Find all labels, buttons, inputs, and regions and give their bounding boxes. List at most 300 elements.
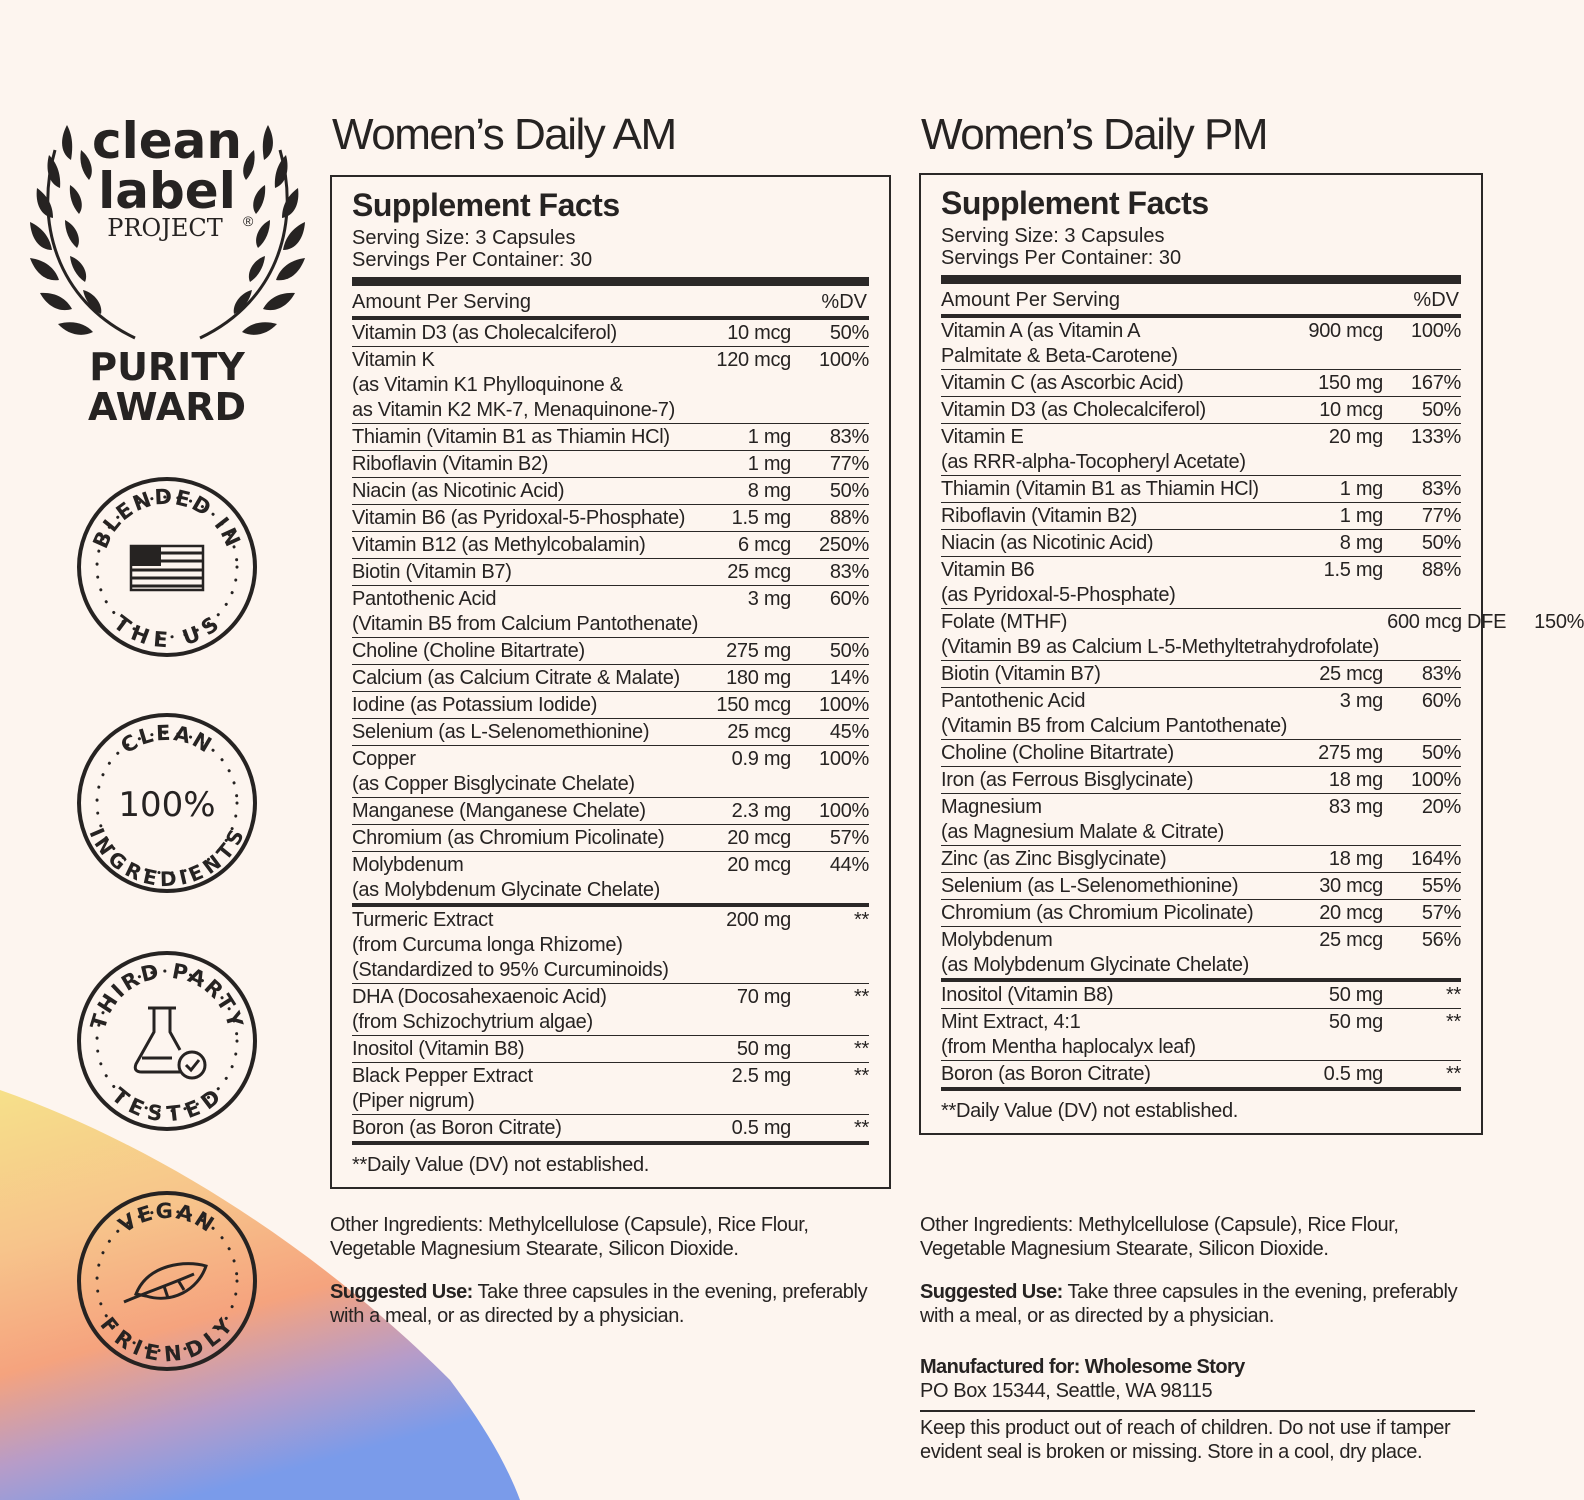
clean-label-award-badge — [15, 110, 320, 430]
am-extract-row — [352, 907, 869, 984]
nutrient-amount: 0.9 mg — [731, 748, 791, 770]
nutrient-label: Vitamin K — [352, 349, 435, 371]
nutrient-daily-value: 100% — [819, 748, 869, 770]
nutrient-name — [352, 348, 708, 423]
nutrient-daily-value: 250% — [819, 534, 869, 556]
pm-other-ingredients-line-1: Other Ingredients: Methylcellulose (Capsule), Rice Flour, — [920, 1214, 1399, 1236]
am-other-ingredients-line-2: Vegetable Magnesium Stearate, Silicon Dioxide. — [330, 1238, 739, 1260]
pm-product-title: Women’s Daily PM — [921, 110, 1268, 159]
am-product-title: Women’s Daily AM — [332, 110, 676, 159]
nutrient-label: Boron (as Boron Citrate) — [352, 1117, 562, 1139]
manufacturer-info — [920, 1355, 1245, 1403]
nutrient-label: Vitamin B6 — [941, 559, 1035, 581]
nutrient-amount: 1 mg — [747, 453, 791, 475]
nutrient-amount: 3 mg — [747, 588, 791, 610]
nutrient-label: Magnesium — [941, 796, 1042, 818]
nutrient-daily-value: 50% — [829, 480, 869, 502]
badge-3-bottom-text: TESTED — [107, 1083, 227, 1127]
nutrient-daily-value: 14% — [829, 667, 869, 689]
purity-award-line-2: AWARD — [87, 385, 247, 429]
nutrient-label: DHA (Docosahexaenoic Acid) — [352, 986, 607, 1008]
nutrient-name — [352, 506, 724, 531]
manufactured-for: Manufactured for: Wholesome Story — [920, 1356, 1245, 1378]
nutrient-amount: 20 mcg — [1319, 902, 1383, 924]
pm-facts-heading: Supplement Facts — [941, 185, 1209, 221]
manufacturer-address: PO Box 15344, Seattle, WA 98115 — [920, 1380, 1213, 1402]
am-nutrient-row — [352, 586, 869, 638]
nutrient-name — [941, 1010, 1321, 1060]
nutrient-source: (Piper nigrum) — [352, 1090, 475, 1112]
nutrient-label: Molybdenum — [352, 854, 464, 876]
nutrient-label: Vitamin C (as Ascorbic Acid) — [941, 372, 1184, 394]
nutrient-daily-value: 83% — [1421, 478, 1461, 500]
svg-text:FRIENDLY — [96, 1313, 239, 1367]
am-suggested-use-label: Suggested Use: — [330, 1281, 473, 1303]
nutrient-daily-value: 83% — [1421, 663, 1461, 685]
nutrient-amount: 10 mcg — [1319, 399, 1383, 421]
nutrient-amount: 2.3 mg — [731, 800, 791, 822]
nutrient-label: Iodine (as Potassium Iodide) — [352, 694, 598, 716]
nutrient-daily-value: 100% — [1411, 320, 1461, 342]
nutrient-amount: 20 mcg — [727, 827, 791, 849]
pm-nutrient-row — [941, 767, 1461, 794]
nutrient-source: Palmitate & Beta-Carotene) — [941, 345, 1178, 367]
pm-nutrient-row — [941, 794, 1461, 846]
nutrient-name — [941, 319, 1300, 369]
nutrient-daily-value: ** — [854, 909, 869, 931]
nutrient-amount: 1 mg — [1339, 478, 1383, 500]
am-extract-rows — [352, 907, 869, 1141]
nutrient-daily-value: 167% — [1411, 372, 1461, 394]
nutrient-amount: 8 mg — [1339, 532, 1383, 554]
nutrient-name — [941, 983, 1321, 1008]
nutrient-label: Folate (MTHF) — [941, 611, 1068, 633]
nutrient-amount: 50 mg — [1328, 1011, 1383, 1033]
nutrient-amount: 20 mg — [1328, 426, 1383, 448]
nutrient-daily-value: 56% — [1421, 929, 1461, 951]
nutrient-daily-value: ** — [854, 1117, 869, 1139]
leaf-icon — [124, 1264, 206, 1302]
us-flag-icon — [131, 546, 203, 590]
am-supplement-facts-panel — [330, 175, 891, 1189]
pm-header-row — [941, 284, 1461, 314]
nutrient-label: Zinc (as Zinc Bisglycinate) — [941, 848, 1167, 870]
nutrient-amount: 2.5 mg — [731, 1065, 791, 1087]
nutrient-daily-value: 100% — [819, 800, 869, 822]
am-nutrient-row — [352, 505, 869, 532]
nutrient-name — [941, 477, 1332, 502]
nutrient-amount: 150 mcg — [716, 694, 791, 716]
nutrient-source-detail: as Vitamin K2 MK-7, Menaquinone-7) — [352, 399, 675, 421]
nutrient-label: Pantothenic Acid — [941, 690, 1086, 712]
nutrient-label: Boron (as Boron Citrate) — [941, 1063, 1151, 1085]
am-nutrient-row — [352, 798, 869, 825]
nutrient-name — [352, 853, 719, 903]
pm-nutrient-row — [941, 873, 1461, 900]
nutrient-amount: 30 mcg — [1319, 875, 1383, 897]
pm-serving-info — [941, 225, 1461, 269]
pm-other-ingredients-line-2: Vegetable Magnesium Stearate, Silicon Dioxide. — [920, 1238, 1329, 1260]
pm-nutrient-row — [941, 846, 1461, 873]
nutrient-name — [941, 398, 1311, 423]
am-nutrient-row — [352, 451, 869, 478]
am-nutrient-row — [352, 692, 869, 719]
pm-extract-rows — [941, 982, 1461, 1087]
svg-text:INGREDIENTS — [85, 824, 250, 891]
nutrient-source: (as Vitamin K1 Phylloquinone & — [352, 374, 623, 396]
nutrient-amount: 1.5 mg — [1323, 559, 1383, 581]
nutrient-amount: 120 mcg — [716, 349, 791, 371]
pm-suggested-use-text: Take three capsules in the evening, preferably — [1062, 1281, 1458, 1303]
nutrient-daily-value: 77% — [829, 453, 869, 475]
badge-1-bottom-text: THE US — [109, 610, 225, 653]
nutrient-label: Choline (Choline Bitartrate) — [941, 742, 1174, 764]
nutrient-amount: 8 mg — [747, 480, 791, 502]
nutrient-label: Vitamin A (as Vitamin A — [941, 320, 1141, 342]
nutrient-amount: 18 mg — [1328, 848, 1383, 870]
nutrient-name — [941, 662, 1311, 687]
am-nutrient-row — [352, 638, 869, 665]
nutrient-source-detail: (Standardized to 95% Curcuminoids) — [352, 959, 669, 981]
nutrient-name — [352, 587, 740, 637]
nutrient-label: Molybdenum — [941, 929, 1053, 951]
nutrient-source: (as Molybdenum Glycinate Chelate) — [352, 879, 661, 901]
nutrient-label: Riboflavin (Vitamin B2) — [352, 453, 549, 475]
nutrient-daily-value: ** — [1446, 1011, 1461, 1033]
nutrient-amount: 150 mg — [1318, 372, 1383, 394]
pm-supplement-facts-panel — [919, 173, 1584, 1135]
am-nutrient-row — [352, 665, 869, 692]
nutrient-amount: 20 mcg — [727, 854, 791, 876]
pm-serving-size: Serving Size: 3 Capsules — [941, 225, 1165, 247]
am-serving-info — [352, 227, 869, 271]
nutrient-source: (from Curcuma longa Rhizome) — [352, 934, 623, 956]
clean-ingredients-badge — [76, 712, 258, 894]
nutrient-label: Thiamin (Vitamin B1 as Thiamin HCl) — [352, 426, 670, 448]
registered-mark: ® — [243, 213, 254, 229]
nutrient-amount: 50 mg — [1328, 984, 1383, 1006]
nutrient-label: Vitamin E — [941, 426, 1024, 448]
nutrient-label: Vitamin B12 (as Methylcobalamin) — [352, 534, 646, 556]
pm-suggested-use-label: Suggested Use: — [920, 1281, 1063, 1303]
badge-2-top-text: CLEAN — [116, 720, 218, 759]
pm-nutrient-row — [941, 530, 1461, 557]
blended-in-us-badge — [76, 476, 258, 658]
am-amount-per-serving: Amount Per Serving — [352, 291, 531, 313]
badge-3-top-text: THIRD PARTY — [86, 958, 248, 1033]
nutrient-name — [352, 533, 730, 558]
nutrient-name — [941, 425, 1321, 475]
am-nutrient-row — [352, 424, 869, 451]
purity-award-line-1: PURITY — [89, 345, 245, 389]
nutrient-daily-value: 57% — [1421, 902, 1461, 924]
nutrient-daily-value: 150% — [1534, 611, 1584, 633]
nutrient-daily-value: 50% — [829, 322, 869, 344]
nutrient-daily-value: ** — [854, 986, 869, 1008]
am-nutrient-row — [352, 559, 869, 586]
pm-suggested-use — [920, 1280, 1457, 1328]
nutrient-daily-value: 50% — [829, 640, 869, 662]
am-nutrient-row — [352, 746, 869, 798]
nutrient-label: Black Pepper Extract — [352, 1065, 533, 1087]
third-party-tested-badge — [76, 950, 258, 1132]
svg-text:THIRD PARTY — [86, 959, 248, 1032]
clean-label-word-2: label — [98, 162, 236, 220]
nutrient-daily-value: 83% — [829, 426, 869, 448]
badge-1-top-text: BLENDED IN — [88, 484, 246, 552]
nutrient-name — [352, 747, 724, 797]
pm-nutrient-row — [941, 609, 1584, 661]
nutrient-name — [941, 795, 1321, 845]
badge-4-top-text: VEGAN — [114, 1198, 220, 1238]
nutrient-amount: 1 mg — [1339, 505, 1383, 527]
safety-warning-line-1: Keep this product out of reach of children. Do not use if tamper — [920, 1417, 1451, 1439]
nutrient-name — [352, 639, 718, 664]
clean-label-word-1: clean — [91, 112, 243, 170]
nutrient-label: Manganese (Manganese Chelate) — [352, 800, 646, 822]
svg-text:CLEAN — [117, 721, 218, 758]
nutrient-name — [941, 531, 1332, 556]
nutrient-name — [941, 928, 1311, 978]
nutrient-name — [352, 1037, 729, 1062]
am-nutrient-rows — [352, 320, 869, 903]
badge-4-bottom-text: FRIENDLY — [95, 1312, 239, 1367]
nutrient-amount: 50 mg — [736, 1038, 791, 1060]
am-nutrient-row — [352, 719, 869, 746]
nutrient-name — [352, 720, 719, 745]
nutrient-daily-value: ** — [1446, 1063, 1461, 1085]
nutrient-name — [352, 560, 719, 585]
am-footnote: **Daily Value (DV) not established. — [352, 1154, 650, 1176]
nutrient-amount: 200 mg — [726, 909, 791, 931]
pm-nutrient-row — [941, 688, 1461, 740]
nutrient-label: Choline (Choline Bitartrate) — [352, 640, 585, 662]
nutrient-daily-value: 60% — [1421, 690, 1461, 712]
pm-nutrient-row — [941, 661, 1461, 688]
pm-nutrient-row — [941, 424, 1461, 476]
nutrient-name — [941, 558, 1316, 608]
nutrient-daily-value: 60% — [829, 588, 869, 610]
nutrient-label: Riboflavin (Vitamin B2) — [941, 505, 1138, 527]
am-header-row — [352, 286, 869, 316]
am-nutrient-row — [352, 478, 869, 505]
nutrient-label: Turmeric Extract — [352, 909, 494, 931]
nutrient-name — [941, 1062, 1316, 1087]
nutrient-amount: 180 mg — [726, 667, 791, 689]
nutrient-source: (as Magnesium Malate & Citrate) — [941, 821, 1225, 843]
pm-footnote: **Daily Value (DV) not established. — [941, 1100, 1239, 1122]
nutrient-amount: 900 mcg — [1308, 320, 1383, 342]
nutrient-label: Calcium (as Calcium Citrate & Malate) — [352, 667, 680, 689]
nutrient-amount: 0.5 mg — [1323, 1063, 1383, 1085]
nutrient-label: Biotin (Vitamin B7) — [352, 561, 512, 583]
pm-nutrient-row — [941, 370, 1461, 397]
nutrient-name — [352, 666, 718, 691]
nutrient-amount: 70 mg — [736, 986, 791, 1008]
nutrient-daily-value: 88% — [829, 507, 869, 529]
pm-nutrient-row — [941, 900, 1461, 927]
nutrient-daily-value: ** — [1446, 984, 1461, 1006]
nutrient-daily-value: ** — [854, 1065, 869, 1087]
am-facts-heading: Supplement Facts — [352, 187, 620, 223]
nutrient-name — [352, 321, 719, 346]
nutrient-daily-value: 164% — [1411, 848, 1461, 870]
nutrient-daily-value: 44% — [829, 854, 869, 876]
am-extract-row — [352, 1036, 869, 1063]
nutrient-daily-value: 20% — [1421, 796, 1461, 818]
nutrient-amount: 275 mg — [726, 640, 791, 662]
pm-nutrient-row — [941, 397, 1461, 424]
am-nutrient-row — [352, 532, 869, 559]
pm-nutrient-row — [941, 503, 1461, 530]
nutrient-amount: 1 mg — [747, 426, 791, 448]
am-suggested-use — [330, 1280, 867, 1328]
nutrient-label: Selenium (as L-Selenomethionine) — [352, 721, 650, 743]
nutrient-name — [352, 1064, 724, 1114]
am-other-ingredients-line-1: Other Ingredients: Methylcellulose (Capsule), Rice Flour, — [330, 1214, 809, 1236]
nutrient-name — [352, 826, 719, 851]
pm-nutrient-row — [941, 557, 1461, 609]
pm-dv-header: %DV — [1413, 289, 1459, 311]
am-extract-row — [352, 984, 869, 1036]
nutrient-label: Biotin (Vitamin B7) — [941, 663, 1101, 685]
nutrient-amount: 6 mcg — [738, 534, 791, 556]
nutrient-amount: 25 mcg — [1319, 663, 1383, 685]
nutrient-label: Niacin (as Nicotinic Acid) — [352, 480, 565, 502]
nutrient-daily-value: 45% — [829, 721, 869, 743]
nutrient-daily-value: 83% — [829, 561, 869, 583]
svg-text:BLENDED IN — [88, 485, 245, 552]
nutrient-source: (as RRR-alpha-Tocopheryl Acetate) — [941, 451, 1246, 473]
flask-check-icon — [135, 1008, 205, 1078]
safety-warning — [920, 1416, 1450, 1464]
nutrient-name — [941, 504, 1332, 529]
am-suggested-use-text: Take three capsules in the evening, preferably — [472, 1281, 868, 1303]
nutrient-source: (Vitamin B5 from Calcium Pantothenate) — [941, 715, 1288, 737]
nutrient-label: Inositol (Vitamin B8) — [941, 984, 1114, 1006]
nutrient-label: Pantothenic Acid — [352, 588, 497, 610]
nutrient-daily-value: 50% — [1421, 399, 1461, 421]
nutrient-label: Inositol (Vitamin B8) — [352, 1038, 525, 1060]
nutrient-name — [352, 985, 729, 1035]
pm-suggested-use-line-2: with a meal, or as directed by a physician. — [920, 1305, 1275, 1327]
pm-nutrient-row — [941, 476, 1461, 503]
nutrient-name — [352, 425, 740, 450]
nutrient-amount: 10 mcg — [727, 322, 791, 344]
am-nutrient-row — [352, 852, 869, 903]
nutrient-name — [941, 371, 1310, 396]
nutrient-name — [352, 908, 718, 983]
nutrient-source: (from Schizochytrium algae) — [352, 1011, 593, 1033]
nutrient-name — [352, 693, 708, 718]
nutrient-name — [941, 901, 1311, 926]
nutrient-source: (from Mentha haplocalyx leaf) — [941, 1036, 1196, 1058]
nutrient-name — [941, 610, 1379, 660]
nutrient-name — [941, 847, 1321, 872]
am-thick-divider — [352, 277, 869, 286]
nutrient-label: Iron (as Ferrous Bisglycinate) — [941, 769, 1194, 791]
am-dv-header: %DV — [821, 291, 867, 313]
am-servings-per-container: Servings Per Container: 30 — [352, 249, 593, 271]
nutrient-daily-value: 100% — [819, 349, 869, 371]
pm-extract-row — [941, 982, 1461, 1009]
nutrient-daily-value: 55% — [1421, 875, 1461, 897]
nutrient-name — [941, 768, 1321, 793]
nutrient-source: (as Pyridoxal-5-Phosphate) — [941, 584, 1176, 606]
vegan-friendly-badge — [76, 1190, 258, 1372]
am-suggested-use-line-2: with a meal, or as directed by a physician. — [330, 1305, 685, 1327]
safety-warning-line-2: evident seal is broken or missing. Store in a cool, dry place. — [920, 1441, 1423, 1463]
nutrient-amount: 3 mg — [1339, 690, 1383, 712]
badge-2-percent: 100% — [118, 785, 216, 825]
pm-nutrient-row — [941, 318, 1461, 370]
nutrient-label: Vitamin B6 (as Pyridoxal-5-Phosphate) — [352, 507, 686, 529]
nutrient-label: Copper — [352, 748, 416, 770]
nutrient-name — [352, 452, 740, 477]
nutrient-name — [941, 874, 1311, 899]
nutrient-label: Vitamin D3 (as Cholecalciferol) — [941, 399, 1206, 421]
nutrient-name — [352, 1116, 724, 1141]
pm-amount-per-serving: Amount Per Serving — [941, 289, 1120, 311]
nutrient-amount: 25 mcg — [1319, 929, 1383, 951]
nutrient-name — [352, 479, 740, 504]
nutrient-daily-value: 88% — [1421, 559, 1461, 581]
nutrient-name — [941, 741, 1310, 766]
nutrient-label: Mint Extract, 4:1 — [941, 1011, 1081, 1033]
am-other-ingredients — [330, 1213, 809, 1261]
nutrient-source: (Vitamin B5 from Calcium Pantothenate) — [352, 613, 699, 635]
am-nutrient-row — [352, 320, 869, 347]
clean-label-word-3: PROJECT — [107, 214, 223, 242]
am-serving-size: Serving Size: 3 Capsules — [352, 227, 576, 249]
pm-nutrient-row — [941, 740, 1461, 767]
nutrient-amount: 25 mcg — [727, 721, 791, 743]
pm-nutrient-rows — [941, 318, 1584, 978]
nutrient-amount: 275 mg — [1318, 742, 1383, 764]
pm-thick-divider — [941, 275, 1461, 284]
nutrient-daily-value: ** — [854, 1038, 869, 1060]
badge-2-bottom-text: INGREDIENTS — [84, 824, 250, 892]
nutrient-name — [941, 689, 1332, 739]
nutrient-daily-value: 50% — [1421, 742, 1461, 764]
nutrient-amount: 1.5 mg — [731, 507, 791, 529]
nutrient-amount: 25 mcg — [727, 561, 791, 583]
am-nutrient-row — [352, 825, 869, 852]
pm-nutrient-row — [941, 927, 1461, 978]
nutrient-daily-value: 100% — [819, 694, 869, 716]
am-extract-row — [352, 1063, 869, 1115]
nutrient-name — [352, 799, 724, 824]
nutrient-source: (as Molybdenum Glycinate Chelate) — [941, 954, 1250, 976]
nutrient-amount: 600 mcg DFE — [1387, 611, 1507, 633]
nutrient-amount: 83 mg — [1328, 796, 1383, 818]
nutrient-amount: 0.5 mg — [731, 1117, 791, 1139]
nutrient-source: (as Copper Bisglycinate Chelate) — [352, 773, 635, 795]
nutrient-daily-value: 57% — [829, 827, 869, 849]
nutrient-label: Thiamin (Vitamin B1 as Thiamin HCl) — [941, 478, 1259, 500]
pm-extract-row — [941, 1061, 1461, 1087]
warning-divider — [920, 1410, 1475, 1412]
nutrient-daily-value: 133% — [1411, 426, 1461, 448]
pm-servings-per-container: Servings Per Container: 30 — [941, 247, 1182, 269]
nutrient-daily-value: 77% — [1421, 505, 1461, 527]
nutrient-amount: 18 mg — [1328, 769, 1383, 791]
svg-text:VEGAN — [114, 1199, 220, 1238]
nutrient-daily-value: 100% — [1411, 769, 1461, 791]
nutrient-label: Vitamin D3 (as Cholecalciferol) — [352, 322, 617, 344]
nutrient-label: Chromium (as Chromium Picolinate) — [941, 902, 1254, 924]
nutrient-label: Niacin (as Nicotinic Acid) — [941, 532, 1154, 554]
